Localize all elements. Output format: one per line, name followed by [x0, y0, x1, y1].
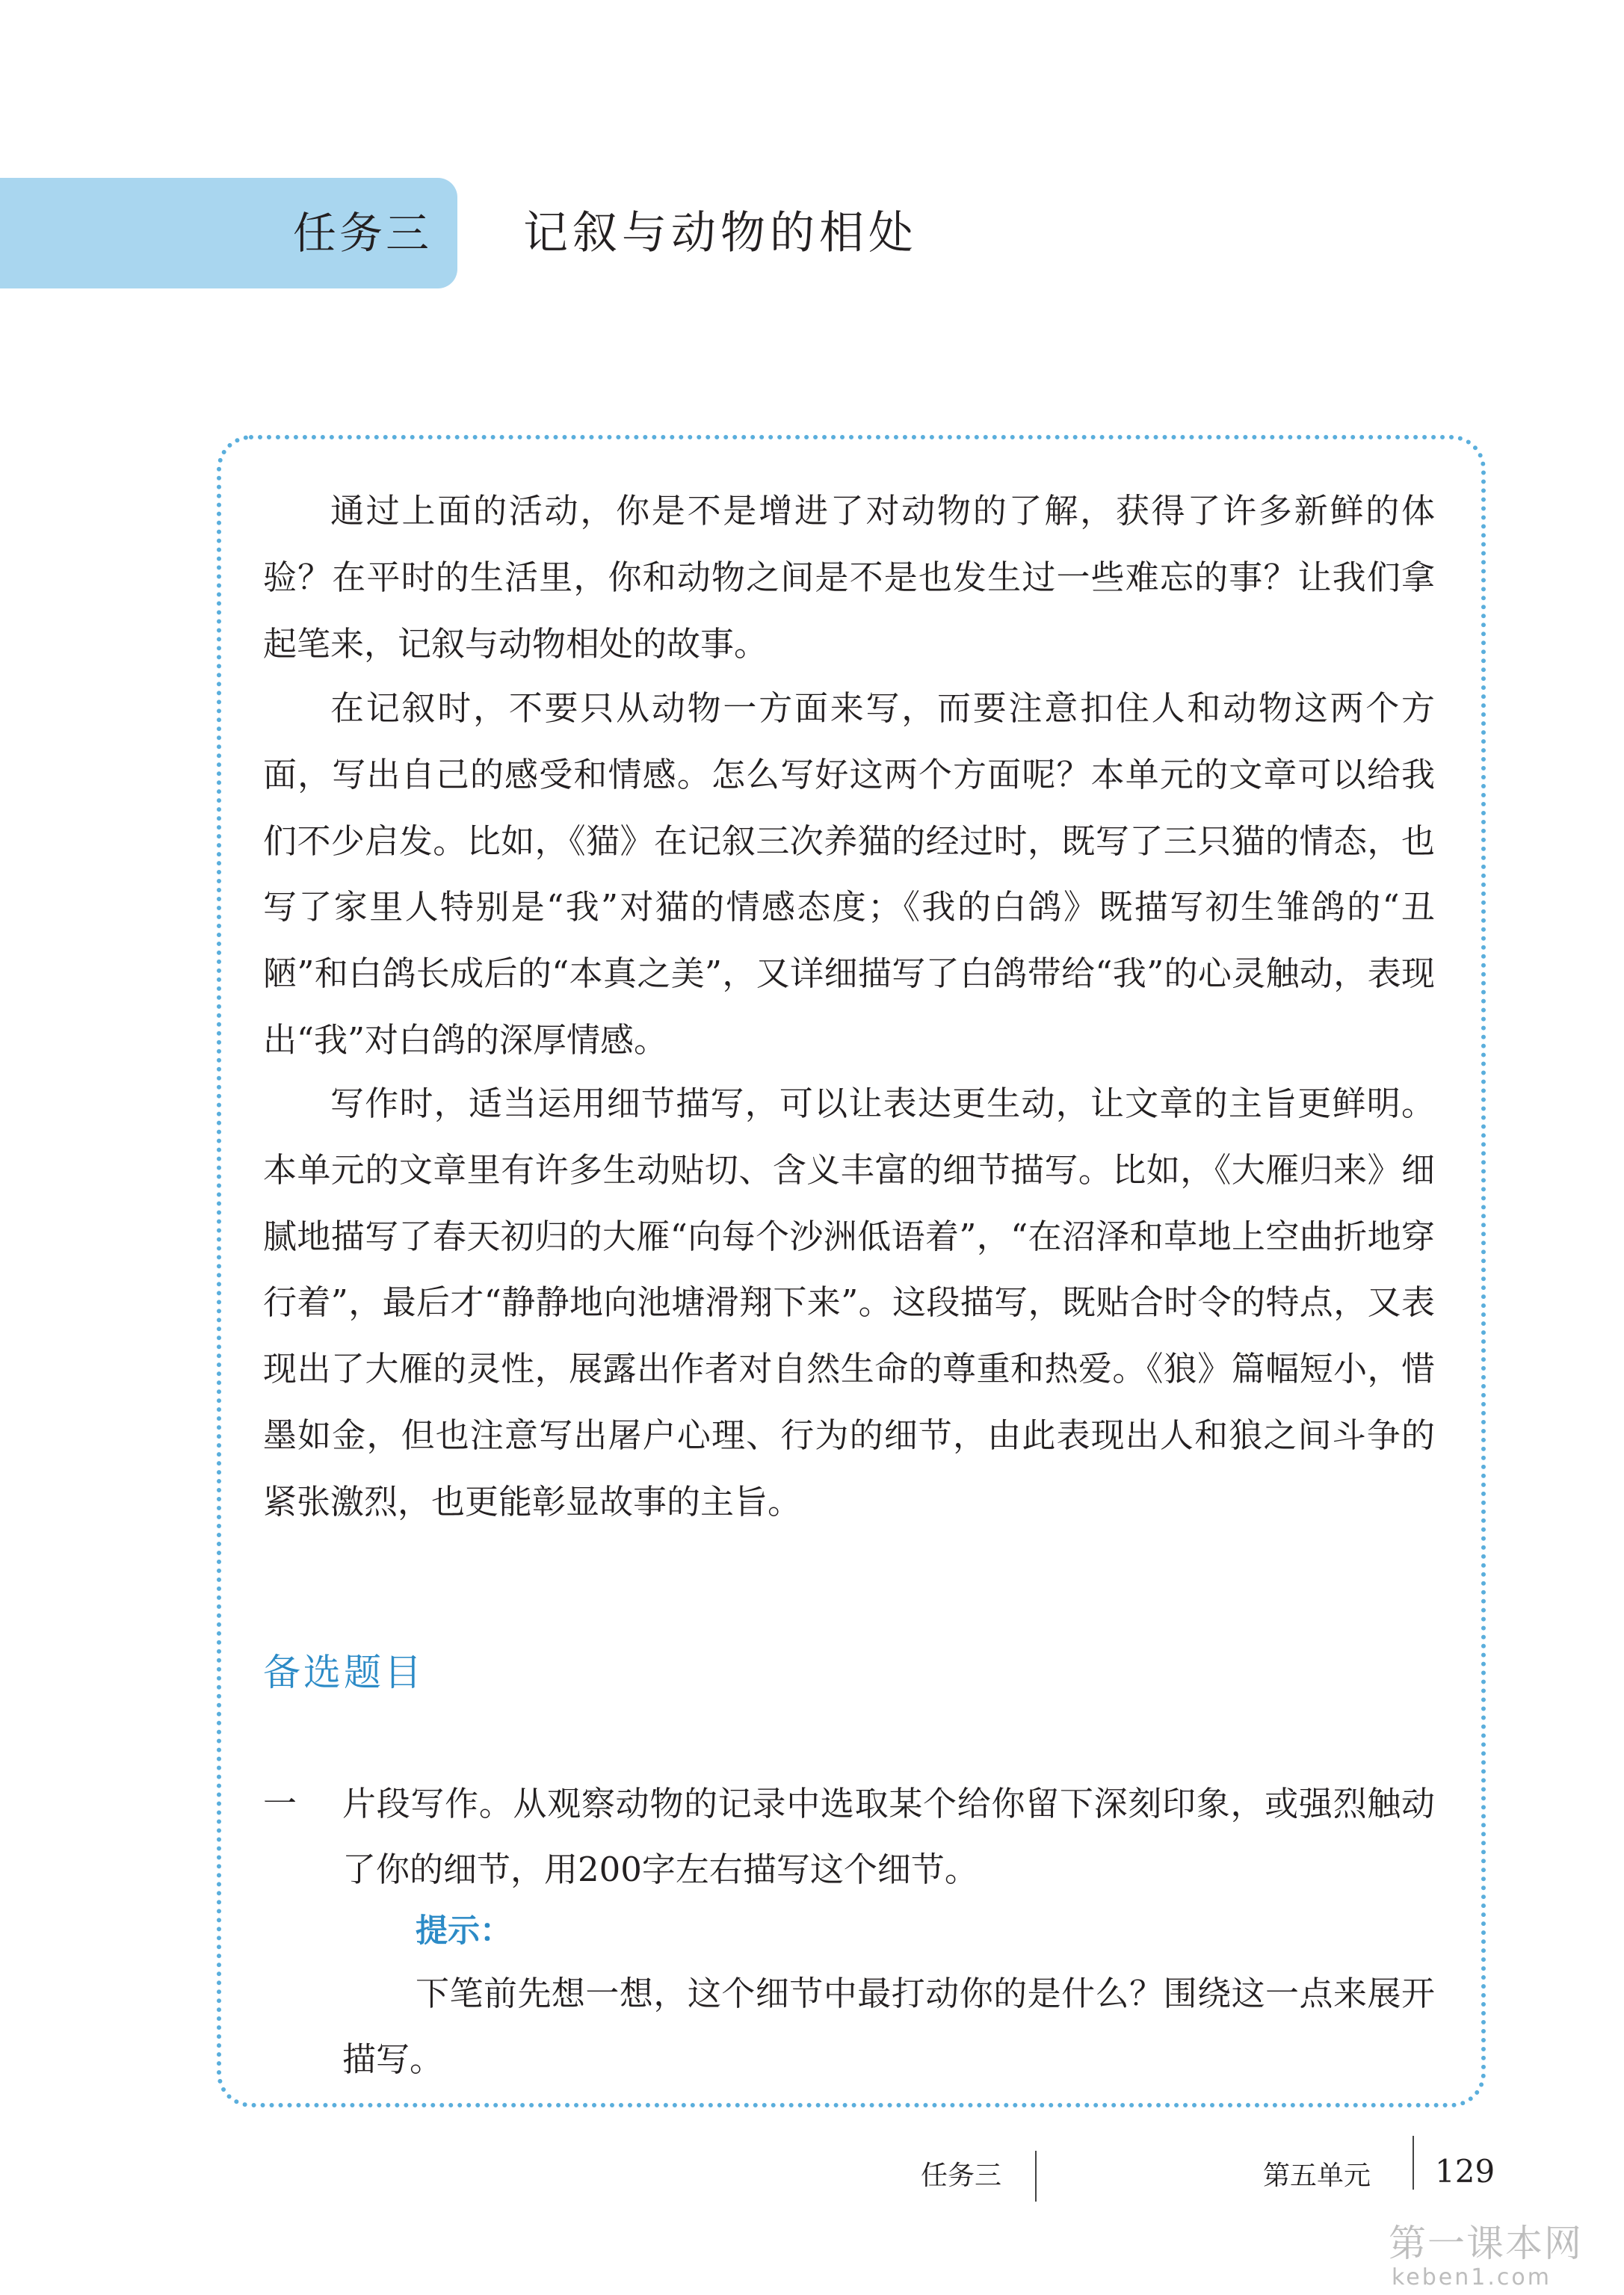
item-number: 一: [263, 1784, 297, 1823]
watermark-cn: 第一课本网: [1389, 2222, 1583, 2265]
page-title: 记叙与动物的相处: [523, 207, 918, 259]
footer-divider: [1412, 2136, 1414, 2190]
paragraph-3: 写作时，适当运用细节描写，可以让表达更生动，让文章的主旨更鲜明。本单元的文章里有许多生动贴切、含义丰富的细节描写。比如，《大雁归来》细腻地描写了春天初归的大雁“向每个沙洲低语着”，“在沼泽和草地上空曲折地穿行着”，最后才“静静地向池塘滑翔下来”。这段描写，既贴合时令的特点，又表现出了大雁的灵性，展露出作者对自然生命的尊重和热爱。《狼》篇幅短小，惜墨如金，但也注意写出屠户心理、行为的细节，由此表现出人和狼之间斗争的紧张激烈，也更能彰显故事的主旨。: [263, 1084, 1435, 1522]
paragraph-1: 通过上面的活动，你是不是增进了对动物的了解，获得了许多新鲜的体验？在平时的生活里，你和动物之间是不是也发生过一些难忘的事？让我们拿起笔来，记叙与动物相处的故事。: [263, 491, 1435, 664]
section-heading: 备选题目: [263, 1651, 424, 1694]
footer-unit: 第五单元: [1263, 2160, 1371, 2191]
paragraph-2: 在记叙时，不要只从动物一方面来写，而要注意扣住人和动物这两个方面，写出自己的感受和情感。怎么写好这两个方面呢？本单元的文章可以给我们不少启发。比如，《猫》在记叙三次养猫的经过时，既写了三只猫的情态，也写了家里人特别是“我”对猫的情感态度；《我的白鸽》既描写初生雏鸽的“丑陋”和白鸽长成后的“本真之美”，又详细描写了白鸽带给“我”的心灵触动，表现出“我”对白鸽的深厚情感。: [263, 688, 1435, 1060]
page-number: 129: [1435, 2153, 1495, 2190]
tip-label: 提示：: [416, 1912, 512, 1950]
item-text: 片段写作。从观察动物的记录中选取某个给你留下深刻印象，或强烈触动了你的细节，用200字左右描写这个细节。: [342, 1784, 1435, 1889]
footer-task: 任务三: [921, 2160, 1002, 2191]
watermark-en: keben1.com: [1392, 2264, 1552, 2291]
task-tab-label: 任务三: [293, 208, 433, 259]
tip-text: 下笔前先想一想，这个细节中最打动你的是什么？围绕这一点来展开描写。: [342, 1974, 1435, 2079]
footer-divider: [1035, 2151, 1037, 2202]
